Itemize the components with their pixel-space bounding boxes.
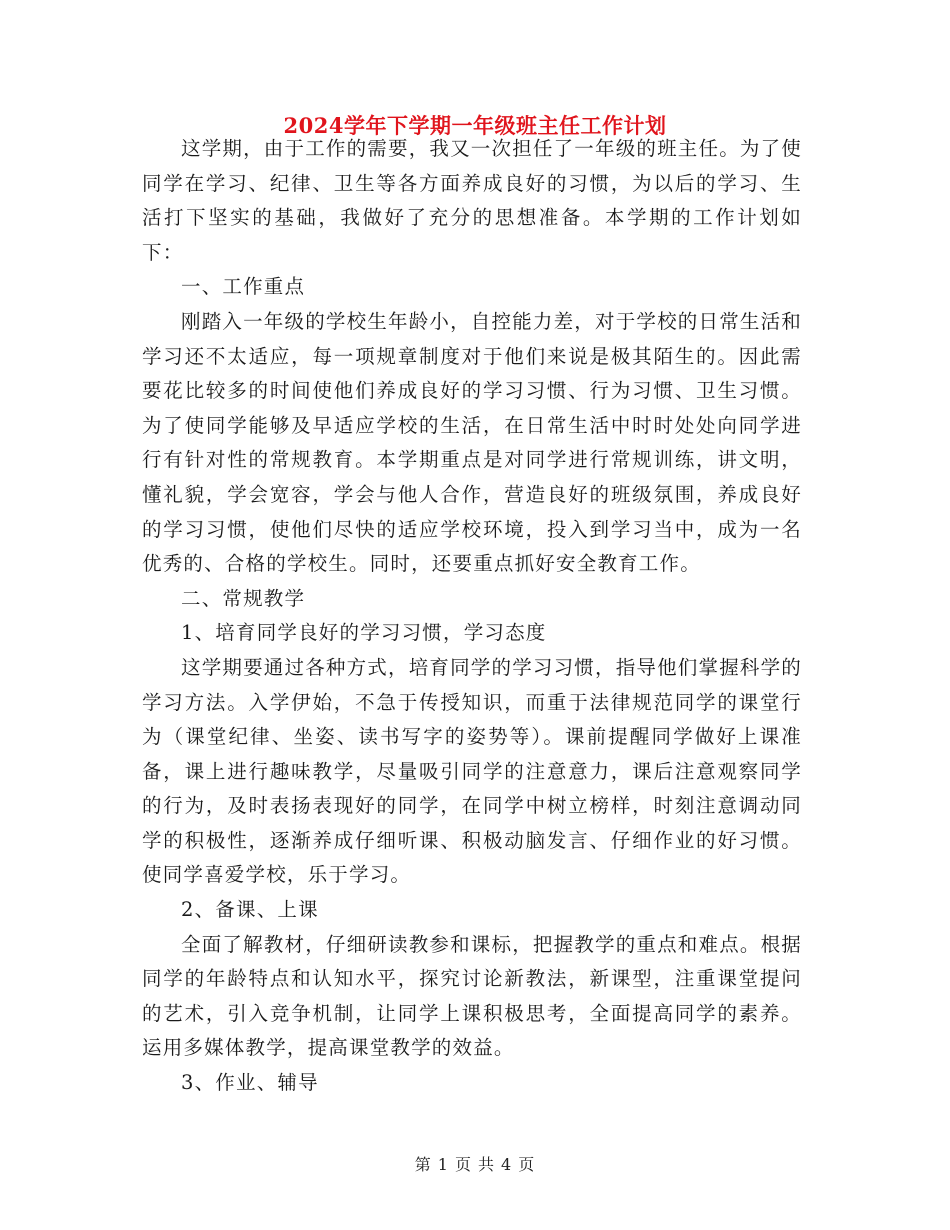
footer-total-pages: 4 [501, 1155, 513, 1174]
page-footer [0, 1152, 950, 1175]
paragraph-intro: 这学期，由于工作的需要，我又一次担任了一年级的班主任。为了使同学在学习、纪律、卫生等各方面养成良好的习惯，为以后的学习、生活打下坚实的基础，我做好了充分的思想准备。本学期的工作计划如下： [142, 137, 803, 264]
footer-page-number: 1 [437, 1155, 449, 1174]
heading-work-focus: 一、工作重点 [181, 275, 306, 299]
subheading-study-habits: 1、培育同学良好的学习习惯，学习态度 [181, 621, 547, 645]
subheading-lesson-prep: 2、备课、上课 [181, 898, 319, 922]
subheading-homework-tutoring: 3、作业、辅导 [181, 1071, 319, 1095]
heading-routine-teaching: 二、常规教学 [181, 586, 306, 610]
paragraph-lesson-prep: 全面了解教材，仔细研读教参和课标，把握教学的重点和难点。根据同学的年龄特点和认知水平，探究讨论新教法，新课型，注重课堂提问的艺术，引入竞争机制，让同学上课积极思考，全面提高同学的素养。运用多媒体教学，提高课堂教学的效益。 [142, 932, 803, 1060]
paragraph-work-focus: 刚踏入一年级的学校生年龄小，自控能力差，对于学校的日常生活和学习还不太适应，每一项规章制度对于他们来说是极其陌生的。因此需要花比较多的时间使他们养成良好的学习习惯、行为习惯、卫生习惯。为了使同学能够及早适应学校的生活，在日常生活中时时处处向同学进行有针对性的常规教育。本学期重点是对同学进行常规训练，讲文明，懂礼貌，学会宽容，学会与他人合作，营造良好的班级氛围，养成良好的学习习惯，使他们尽快的适应学校环境，投入到学习当中，成为一名优秀的、合格的学校生。同时，还要重点抓好安全教育工作。 [142, 309, 803, 576]
paragraph-study-habits: 这学期要通过各种方式，培育同学的学习习惯，指导他们掌握科学的学习方法。入学伊始，不急于传授知识，而重于法律规范同学的课堂行为（课堂纪律、坐姿、读书写字的姿势等）。课前提醒同学做好上课准备，课上进行趣味教学，尽量吸引同学的注意意力，课后注意观察同学的行为，及时表扬表现好的同学，在同学中树立榜样，时刻注意调动同学的积极性，逐渐养成仔细听课、积极动脑发言、仔细作业的好习惯。使同学喜爱学校，乐于学习。 [142, 655, 803, 887]
document-body [142, 132, 802, 1101]
footer-prefix: 第 [414, 1155, 432, 1174]
footer-suffix: 页 [518, 1155, 536, 1174]
document-title: 2024学年下学期一年级班主任工作计划 [283, 113, 667, 138]
footer-middle: 页 共 [454, 1155, 496, 1174]
